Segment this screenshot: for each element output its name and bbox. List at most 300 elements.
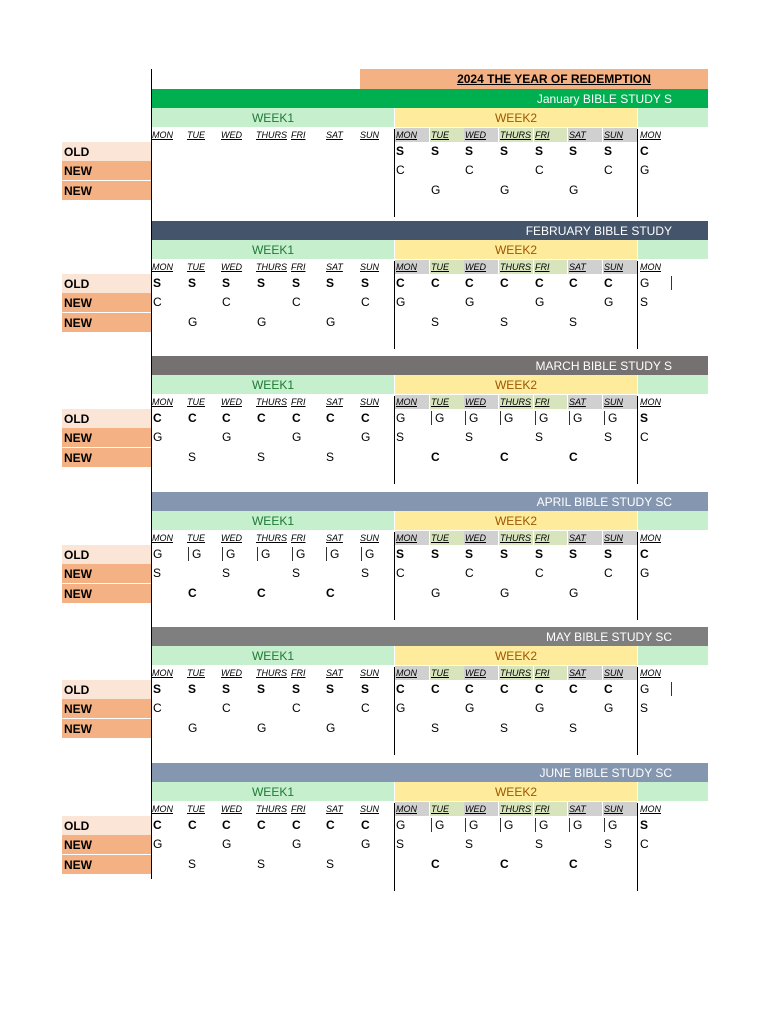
cell-divider (671, 276, 672, 290)
schedule-cell[interactable]: G (330, 547, 340, 561)
cell-divider (431, 818, 432, 832)
schedule-cell[interactable]: G (469, 411, 479, 425)
month-banner: January BIBLE STUDY S (152, 89, 708, 108)
day-header-sat: SAT (569, 668, 586, 678)
schedule-cell[interactable]: C (188, 411, 197, 425)
schedule-cell[interactable]: G (573, 818, 583, 832)
schedule-cell[interactable]: G (153, 547, 163, 561)
schedule-cell[interactable]: G (396, 411, 406, 425)
day-header-mon: MON (640, 668, 661, 678)
cell-divider (500, 411, 501, 425)
week3-band (638, 108, 708, 127)
day-header-sat: SAT (569, 397, 586, 407)
cell-divider (500, 818, 501, 832)
schedule-cell[interactable]: C (396, 566, 405, 580)
day-header-fri: FRI (535, 533, 550, 543)
cell-divider (604, 818, 605, 832)
day-header-sun: SUN (360, 804, 380, 814)
day-header-sat: SAT (569, 262, 586, 272)
day-header-sat: SAT (326, 130, 343, 140)
schedule-cell[interactable]: C (465, 276, 474, 290)
cell-divider (671, 682, 672, 696)
day-header-sun: SUN (360, 397, 380, 407)
schedule-cell[interactable]: G (396, 818, 406, 832)
week-divider-line (637, 532, 638, 620)
schedule-cell[interactable]: C (465, 163, 474, 177)
week3-band (638, 511, 708, 530)
day-header-fri: FRI (291, 130, 306, 140)
row-label-old: OLD (62, 274, 151, 293)
day-header-mon: MON (152, 397, 173, 407)
week-divider-line (394, 129, 395, 217)
schedule-cell[interactable]: S (326, 857, 335, 871)
day-header-sun: SUN (360, 130, 380, 140)
schedule-cell[interactable]: S (569, 144, 578, 158)
schedule-cell[interactable]: G (222, 430, 232, 444)
day-header-wed: WED (465, 130, 486, 140)
schedule-cell[interactable]: C (153, 818, 162, 832)
schedule-cell[interactable]: S (465, 144, 474, 158)
row-label-new: NEW (62, 855, 151, 874)
schedule-cell[interactable]: G (192, 547, 202, 561)
schedule-cell[interactable]: G (608, 818, 618, 832)
day-header-mon: MON (396, 804, 417, 814)
day-header-sun: SUN (604, 397, 624, 407)
day-header-sun: SUN (604, 668, 624, 678)
schedule-cell[interactable]: C (361, 295, 370, 309)
schedule-cell[interactable]: S (396, 837, 405, 851)
schedule-cell[interactable]: S (465, 837, 474, 851)
schedule-cell[interactable]: G (608, 411, 618, 425)
month-banner: FEBRUARY BIBLE STUDY (152, 221, 708, 240)
schedule-cell[interactable]: G (535, 701, 545, 715)
schedule-cell[interactable]: G (226, 547, 236, 561)
schedule-cell[interactable]: S (465, 547, 474, 561)
day-header-tue: TUE (431, 262, 449, 272)
schedule-cell[interactable]: G (257, 315, 267, 329)
day-header-wed: WED (465, 262, 486, 272)
schedule-cell[interactable]: S (153, 566, 162, 580)
day-header-fri: FRI (291, 533, 306, 543)
day-header-wed: WED (221, 397, 242, 407)
schedule-cell[interactable]: S (396, 430, 405, 444)
row-label-new: NEW (62, 428, 151, 447)
schedule-cell[interactable]: G (604, 295, 614, 309)
row-label-new: NEW (62, 699, 151, 718)
schedule-cell[interactable]: S (431, 315, 440, 329)
schedule-cell[interactable]: G (640, 276, 650, 290)
schedule-cell[interactable]: C (396, 682, 405, 696)
schedule-cell[interactable]: G (535, 295, 545, 309)
schedule-cell[interactable]: S (569, 315, 578, 329)
schedule-cell[interactable]: S (535, 430, 544, 444)
schedule-cell[interactable]: C (153, 411, 162, 425)
week3-band (638, 782, 708, 801)
schedule-cell[interactable]: S (431, 547, 440, 561)
schedule-cell[interactable]: S (535, 547, 544, 561)
schedule-cell[interactable]: C (500, 857, 509, 871)
schedule-cell[interactable]: G (465, 701, 475, 715)
schedule-cell[interactable]: G (539, 818, 549, 832)
schedule-cell[interactable]: S (222, 276, 231, 290)
day-header-tue: TUE (187, 397, 205, 407)
day-header-fri: FRI (291, 397, 306, 407)
row-label-new: NEW (62, 161, 151, 180)
day-header-tue: TUE (187, 533, 205, 543)
day-header-mon: MON (396, 397, 417, 407)
schedule-cell[interactable]: G (504, 818, 514, 832)
day-header-sun: SUN (604, 262, 624, 272)
schedule-cell[interactable]: C (535, 163, 544, 177)
day-header-mon: MON (640, 130, 661, 140)
day-header-mon: MON (640, 262, 661, 272)
schedule-cell[interactable]: S (361, 276, 370, 290)
schedule-cell[interactable]: G (640, 163, 650, 177)
schedule-cell[interactable]: S (500, 547, 509, 561)
schedule-cell[interactable]: S (188, 450, 197, 464)
schedule-cell[interactable]: G (153, 430, 163, 444)
row-label-old: OLD (62, 816, 151, 835)
day-header-fri: FRI (535, 804, 550, 814)
schedule-cell[interactable]: S (361, 682, 370, 696)
cell-divider (257, 547, 258, 561)
schedule-cell[interactable]: S (396, 547, 405, 561)
cell-divider (569, 411, 570, 425)
day-header-tue: TUE (431, 130, 449, 140)
schedule-cell[interactable]: S (153, 276, 162, 290)
schedule-cell[interactable]: S (326, 450, 335, 464)
day-header-fri: FRI (535, 130, 550, 140)
schedule-cell[interactable]: C (396, 276, 405, 290)
schedule-cell[interactable]: G (469, 818, 479, 832)
schedule-cell[interactable]: G (396, 701, 406, 715)
schedule-cell[interactable]: S (640, 411, 649, 425)
day-header-sun: SUN (360, 668, 380, 678)
month-banner: MAY BIBLE STUDY SC (152, 627, 708, 646)
cell-divider (535, 818, 536, 832)
day-header-thurs: THURS (256, 262, 287, 272)
schedule-cell[interactable]: S (257, 857, 266, 871)
schedule-cell[interactable]: C (604, 682, 613, 696)
schedule-cell[interactable]: C (361, 701, 370, 715)
schedule-cell[interactable]: G (188, 721, 198, 735)
schedule-cell[interactable]: C (153, 295, 162, 309)
day-header-mon: MON (152, 262, 173, 272)
schedule-cell[interactable]: S (604, 430, 613, 444)
schedule-cell[interactable]: C (535, 276, 544, 290)
week3-band (638, 240, 708, 259)
schedule-cell[interactable]: S (361, 566, 370, 580)
cell-divider (569, 818, 570, 832)
schedule-cell[interactable]: S (569, 721, 578, 735)
schedule-cell[interactable]: C (361, 818, 370, 832)
schedule-cell[interactable]: G (261, 547, 271, 561)
day-header-wed: WED (465, 804, 486, 814)
schedule-cell[interactable]: S (431, 721, 440, 735)
schedule-cell[interactable]: S (326, 682, 335, 696)
schedule-cell[interactable]: S (222, 682, 231, 696)
schedule-cell[interactable]: C (153, 701, 162, 715)
day-header-fri: FRI (291, 668, 306, 678)
day-header-fri: FRI (535, 397, 550, 407)
month-banner: MARCH BIBLE STUDY S (152, 356, 708, 375)
schedule-cell[interactable]: S (500, 721, 509, 735)
week1-label: WEEK1 (152, 782, 394, 801)
week3-band (638, 646, 708, 665)
row-label-old: OLD (62, 680, 151, 699)
day-header-mon: MON (396, 533, 417, 543)
schedule-cell[interactable]: G (640, 566, 650, 580)
schedule-cell[interactable]: C (361, 411, 370, 425)
schedule-cell[interactable]: S (292, 682, 301, 696)
week1-label: WEEK1 (152, 646, 394, 665)
schedule-cell[interactable]: G (431, 586, 441, 600)
week1-label: WEEK1 (152, 511, 394, 530)
day-header-tue: TUE (431, 668, 449, 678)
week-divider-line (394, 532, 395, 620)
schedule-cell[interactable]: C (257, 586, 266, 600)
schedule-cell[interactable]: S (292, 566, 301, 580)
schedule-cell[interactable]: C (396, 163, 405, 177)
left-border-line (151, 69, 152, 879)
day-header-fri: FRI (291, 262, 306, 272)
schedule-cell[interactable]: C (569, 276, 578, 290)
schedule-cell[interactable]: C (257, 818, 266, 832)
schedule-cell[interactable]: C (222, 411, 231, 425)
week2-label: WEEK2 (395, 646, 637, 665)
schedule-cell[interactable]: C (326, 586, 335, 600)
day-header-fri: FRI (291, 804, 306, 814)
schedule-cell[interactable]: C (535, 682, 544, 696)
schedule-cell[interactable]: S (188, 276, 197, 290)
schedule-cell[interactable]: C (257, 411, 266, 425)
schedule-cell[interactable]: S (257, 450, 266, 464)
week-divider-line (394, 261, 395, 349)
schedule-cell[interactable]: C (535, 566, 544, 580)
schedule-cell[interactable]: C (569, 682, 578, 696)
row-label-new: NEW (62, 564, 151, 583)
day-header-wed: WED (465, 533, 486, 543)
day-header-mon: MON (640, 533, 661, 543)
day-header-tue: TUE (187, 262, 205, 272)
day-header-wed: WED (221, 533, 242, 543)
schedule-cell[interactable]: C (188, 818, 197, 832)
schedule-cell[interactable]: C (431, 450, 440, 464)
schedule-cell[interactable]: S (188, 682, 197, 696)
schedule-cell[interactable]: S (535, 837, 544, 851)
day-header-wed: WED (465, 668, 486, 678)
day-header-sat: SAT (569, 533, 586, 543)
day-header-sat: SAT (326, 668, 343, 678)
schedule-cell[interactable]: C (500, 450, 509, 464)
cell-divider (188, 547, 189, 561)
schedule-cell[interactable]: G (292, 837, 302, 851)
row-label-new: NEW (62, 584, 151, 603)
schedule-cell[interactable]: C (604, 276, 613, 290)
schedule-cell[interactable]: S (569, 547, 578, 561)
schedule-cell[interactable]: C (222, 701, 231, 715)
schedule-cell[interactable]: S (396, 144, 405, 158)
schedule-cell[interactable]: C (500, 682, 509, 696)
schedule-cell[interactable]: S (292, 276, 301, 290)
schedule-cell[interactable]: C (431, 857, 440, 871)
day-header-sun: SUN (360, 533, 380, 543)
schedule-cell[interactable]: S (257, 276, 266, 290)
schedule-cell[interactable]: G (431, 183, 441, 197)
schedule-cell[interactable]: G (326, 721, 336, 735)
day-header-thurs: THURS (256, 397, 287, 407)
day-header-wed: WED (221, 130, 242, 140)
cell-divider (465, 818, 466, 832)
day-header-mon: MON (152, 804, 173, 814)
schedule-cell[interactable]: G (292, 430, 302, 444)
day-header-sun: SUN (604, 804, 624, 814)
sheet-title: 2024 THE YEAR OF REDEMPTION (360, 69, 708, 89)
day-header-tue: TUE (187, 804, 205, 814)
schedule-cell[interactable]: C (431, 682, 440, 696)
schedule-cell[interactable]: G (361, 430, 371, 444)
schedule-cell[interactable]: G (640, 682, 650, 696)
day-header-thurs: THURS (256, 668, 287, 678)
schedule-cell[interactable]: G (435, 411, 445, 425)
day-header-mon: MON (640, 804, 661, 814)
week-divider-line (394, 803, 395, 891)
schedule-cell[interactable]: S (640, 701, 649, 715)
day-header-thurs: THURS (500, 668, 531, 678)
schedule-cell[interactable]: S (431, 144, 440, 158)
schedule-cell[interactable]: C (465, 566, 474, 580)
schedule-cell[interactable]: C (188, 586, 197, 600)
schedule-cell[interactable]: S (153, 682, 162, 696)
schedule-cell[interactable]: S (257, 682, 266, 696)
schedule-cell[interactable]: S (500, 315, 509, 329)
schedule-cell[interactable]: C (431, 276, 440, 290)
schedule-cell[interactable]: S (604, 837, 613, 851)
day-header-thurs: THURS (500, 130, 531, 140)
schedule-cell[interactable]: G (326, 315, 336, 329)
schedule-cell[interactable]: G (188, 315, 198, 329)
week2-label: WEEK2 (395, 108, 637, 127)
row-label-new: NEW (62, 835, 151, 854)
schedule-cell[interactable]: C (292, 818, 301, 832)
schedule-cell[interactable]: S (604, 547, 613, 561)
schedule-cell[interactable]: G (573, 411, 583, 425)
week2-label: WEEK2 (395, 782, 637, 801)
schedule-cell[interactable]: G (222, 837, 232, 851)
week3-band (638, 375, 708, 394)
row-label-old: OLD (62, 545, 151, 564)
row-label-new: NEW (62, 313, 151, 332)
day-header-thurs: THURS (256, 533, 287, 543)
schedule-cell[interactable]: G (500, 586, 510, 600)
schedule-cell[interactable]: G (500, 183, 510, 197)
schedule-cell[interactable]: G (296, 547, 306, 561)
week-divider-line (637, 667, 638, 755)
day-header-sat: SAT (326, 397, 343, 407)
schedule-cell[interactable]: C (569, 450, 578, 464)
day-header-fri: FRI (535, 668, 550, 678)
row-label-new: NEW (62, 448, 151, 467)
schedule-cell[interactable]: G (504, 411, 514, 425)
cell-divider (326, 547, 327, 561)
schedule-cell[interactable]: G (153, 837, 163, 851)
schedule-cell[interactable]: G (569, 586, 579, 600)
schedule-cell[interactable]: C (326, 411, 335, 425)
week1-label: WEEK1 (152, 108, 394, 127)
schedule-cell[interactable]: S (326, 276, 335, 290)
schedule-cell[interactable]: G (465, 295, 475, 309)
day-header-mon: MON (396, 130, 417, 140)
schedule-cell[interactable]: S (465, 430, 474, 444)
month-banner: JUNE BIBLE STUDY SC (152, 763, 708, 782)
cell-divider (292, 547, 293, 561)
schedule-cell[interactable]: G (435, 818, 445, 832)
cell-divider (361, 547, 362, 561)
schedule-cell[interactable]: G (257, 721, 267, 735)
day-header-fri: FRI (535, 262, 550, 272)
day-header-sun: SUN (604, 130, 624, 140)
schedule-cell[interactable]: C (222, 818, 231, 832)
day-header-sat: SAT (326, 262, 343, 272)
schedule-cell[interactable]: S (640, 818, 649, 832)
row-label-new: NEW (62, 293, 151, 312)
schedule-cell[interactable]: G (361, 837, 371, 851)
schedule-cell[interactable]: G (396, 295, 406, 309)
day-header-sat: SAT (326, 533, 343, 543)
schedule-cell[interactable]: C (292, 295, 301, 309)
schedule-cell[interactable]: G (539, 411, 549, 425)
schedule-cell[interactable]: C (292, 411, 301, 425)
cell-divider (604, 411, 605, 425)
schedule-cell[interactable]: G (569, 183, 579, 197)
day-header-mon: MON (152, 668, 173, 678)
day-header-thurs: THURS (500, 397, 531, 407)
schedule-cell[interactable]: C (640, 837, 649, 851)
cell-divider (465, 411, 466, 425)
schedule-cell[interactable]: C (465, 682, 474, 696)
day-header-tue: TUE (187, 130, 205, 140)
day-header-wed: WED (221, 804, 242, 814)
schedule-cell[interactable]: S (604, 144, 613, 158)
schedule-cell[interactable]: C (292, 701, 301, 715)
day-header-wed: WED (465, 397, 486, 407)
schedule-cell[interactable]: C (640, 547, 649, 561)
day-header-wed: WED (221, 668, 242, 678)
row-label-new: NEW (62, 719, 151, 738)
schedule-cell[interactable]: C (604, 566, 613, 580)
schedule-cell[interactable]: G (604, 701, 614, 715)
schedule-cell[interactable]: C (640, 430, 649, 444)
week1-label: WEEK1 (152, 240, 394, 259)
schedule-cell[interactable]: S (500, 144, 509, 158)
schedule-cell[interactable]: C (640, 144, 649, 158)
row-label-new: NEW (62, 181, 151, 200)
day-header-sun: SUN (360, 262, 380, 272)
schedule-cell[interactable]: S (188, 857, 197, 871)
day-header-sat: SAT (569, 804, 586, 814)
row-label-old: OLD (62, 409, 151, 428)
schedule-cell[interactable]: C (222, 295, 231, 309)
week-divider-line (394, 396, 395, 484)
schedule-cell[interactable]: C (604, 163, 613, 177)
schedule-cell[interactable]: C (500, 276, 509, 290)
schedule-cell[interactable]: C (569, 857, 578, 871)
schedule-cell[interactable]: C (326, 818, 335, 832)
schedule-cell[interactable]: G (365, 547, 375, 561)
schedule-cell[interactable]: S (222, 566, 231, 580)
schedule-cell[interactable]: S (535, 144, 544, 158)
schedule-cell[interactable]: S (640, 295, 649, 309)
